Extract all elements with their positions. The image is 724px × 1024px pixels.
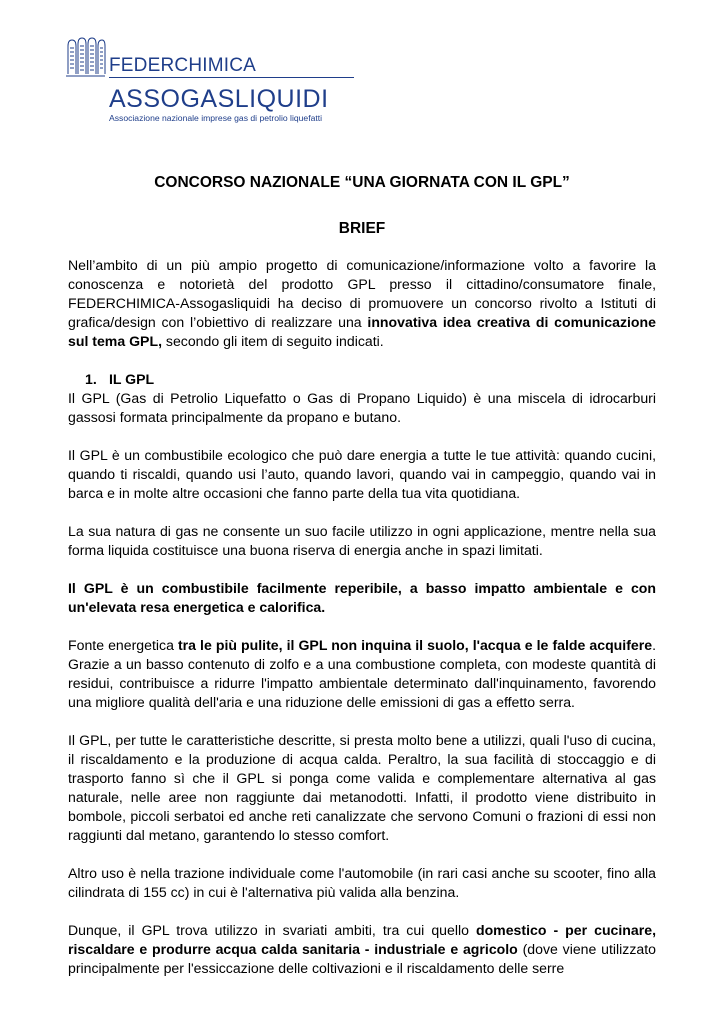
text-run: . Grazie a un basso contenuto di zolfo e a una combustione completa, con modeste quantità di residui, contribuisce a ridurre l'impatto ambientale determinato dall'inquinamento, favorendo una migliore qualità dell'aria e una riduzione delle emissioni di gas a effetto serra. [68, 637, 656, 710]
intro-paragraph [68, 256, 656, 351]
text-run: Il GPL (Gas di Petrolio Liquefatto o Gas di Propano Liquido) è una miscela di idrocarburi gassosi formata principalmente da propano e butano. [68, 390, 656, 425]
paragraph-uses [68, 731, 656, 845]
paragraph-ecologic [68, 446, 656, 503]
text-run: Fonte energetica [68, 637, 178, 653]
document-title: CONCORSO NAZIONALE “UNA GIORNATA CON IL GPL” [154, 174, 570, 191]
bold-text-run: tra le più pulite, il GPL non inquina il suolo, l'acqua e le falde acquifere [177, 637, 653, 653]
logo-divider [109, 77, 354, 78]
header-logo [64, 36, 364, 126]
paragraph-clean-energy [68, 636, 656, 712]
document-body [68, 173, 656, 978]
bold-text-run: Il GPL è un combustibile facilmente reperibile, a basso impatto ambientale e con un'elevata resa energetica e calorifica. [68, 580, 656, 615]
bold-text-run: domestico - per cucinare, riscaldare e produrre acqua calda sanitaria - industriale e agricolo [68, 922, 656, 957]
federchimica-logo-icon [64, 36, 106, 78]
section-heading [68, 370, 656, 389]
document-subtitle: BRIEF [338, 220, 386, 237]
org-name: FEDERCHIMICA [109, 55, 257, 76]
text-run: La sua natura di gas ne consente un suo facile utilizzo in ogni applicazione, mentre nella sua forma liquida costituisce una buona riserva di energia anche in spazi limitati. [68, 523, 656, 558]
paragraph-gpl-definition [68, 389, 656, 427]
paragraph-bold-statement [68, 579, 656, 617]
text-run: Altro uso è nella trazione individuale come l'automobile (in rari casi anche su scooter, fino alla cilindrata di 155 cc) in cui è l'alternativa più valida alla benzina. [68, 865, 656, 900]
section-number: 1. [85, 371, 97, 387]
text-run: Dunque, il GPL trova utilizzo in svariati ambiti, tra cui quello [68, 922, 476, 938]
text-run: secondo gli item di seguito indicati. [161, 333, 384, 349]
association-subtitle: Associazione nazionale imprese gas di petrolio liquefatti [109, 113, 323, 123]
association-name: ASSOGASLIQUIDI [109, 85, 329, 113]
paragraph-automotive [68, 864, 656, 902]
text-run: Nell’ambito di un più ampio progetto di comunicazione/informazione volto a favorire la conoscenza e notorietà del prodotto GPL presso il cittadino/consumatore finale, FEDERCHIMICA-Assogasliquidi ha deciso di promuovere un concorso rivolto a Istituti di grafica/design con l’obiettivo di realizzare una [68, 257, 656, 330]
text-run: Il GPL, per tutte le caratteristiche descritte, si presta molto bene a utilizzi, quali l'uso di cucina, il riscaldamento e la produzione di acqua calda. Peraltro, la sua facilità di stoccaggio e di trasporto fanno sì che il GPL si ponga come valida e complementare alternativa al gas naturale, nelle aree non raggiunte dai metanodotti. Infatti, il prodotto viene distribuito in bombole, piccoli serbatoi ed anche reti canalizzate che servono Comuni o frazioni di essi non raggiunti dal metano, garantendo lo stesso comfort. [68, 732, 656, 843]
paragraph-gas-nature [68, 522, 656, 560]
paragraph-domains [68, 921, 656, 978]
bold-text-run: innovativa idea creativa di comunicazione sul tema GPL, [68, 314, 656, 349]
text-run: (dove viene utilizzato principalmente per l'essiccazione delle coltivazioni e il riscaldamento delle serre [68, 941, 656, 976]
text-run: Il GPL è un combustibile ecologico che può dare energia a tutte le tue attività: quando cucini, quando ti riscaldi, quando usi l’auto, quando lavori, quando vai in campeggio, quando vai in barca e in molte altre occasioni che fanno parte della tua vita quotidiana. [68, 447, 656, 501]
section-title: IL GPL [109, 371, 155, 387]
